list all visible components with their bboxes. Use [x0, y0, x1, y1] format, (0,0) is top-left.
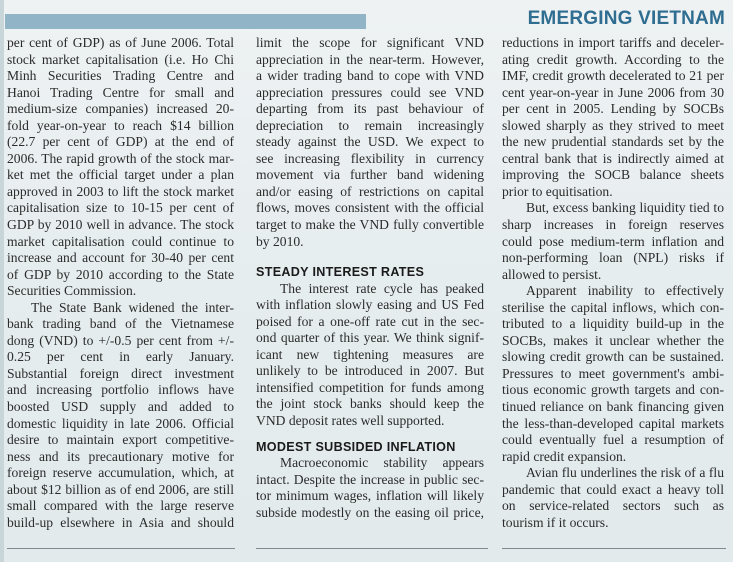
column-2: [256, 35, 484, 521]
text-line: the less-than-developed capital markets: [502, 415, 724, 431]
text-line: fold year-on-year to reach $14 billion: [7, 117, 234, 133]
text-line: rapid credit expansion.: [502, 448, 627, 464]
text-line: on service-related sectors such as: [502, 498, 724, 514]
text-line: sterilise the capital inflows, which con-: [502, 299, 724, 315]
text-line: ating credit growth. According to the: [502, 51, 724, 67]
text-line: subside modestly on the easing oil price,: [256, 504, 484, 520]
text-line: target to make the VND fully convertible: [256, 217, 484, 233]
text-line: non-performing loan (NPL) risks if: [502, 250, 724, 266]
text-line: Hanoi Trading Centre for small and: [7, 84, 234, 100]
text-line: But, excess banking liquidity tied to: [526, 200, 724, 216]
column-1: [7, 35, 234, 531]
text-line: movement via further band widening: [256, 167, 484, 183]
text-line: Avian flu underlines the risk of a flu: [526, 465, 724, 481]
text-line: bank trading band of the Vietnamese: [7, 316, 234, 332]
text-line: of GDP by 2010 according to the State: [7, 266, 234, 282]
text-line: limit the scope for significant VND: [256, 35, 484, 50]
text-line: could eventually fuel a resumption of: [502, 432, 724, 448]
text-line: intensified competition for funds among: [256, 379, 484, 395]
text-line: allowed to persist.: [502, 266, 602, 282]
text-line: see increasing flexibility in currency: [256, 150, 484, 166]
text-line: build-up elsewhere in Asia and should: [7, 514, 234, 530]
text-line: Minh Securities Trading Centre and: [7, 68, 234, 84]
text-line: and/or easing of restrictions on capital: [256, 183, 484, 199]
spacer: [256, 430, 484, 439]
text-line: departing from its past behaviour of: [256, 101, 484, 117]
column-rule: [502, 548, 726, 549]
text-line: tourism if it occurs.: [502, 514, 609, 530]
text-line: dong (VND) to +/-0.5 per cent from +/-: [7, 332, 234, 348]
text-line: The interest rate cycle has peaked: [280, 280, 484, 296]
text-line: by 2010.: [256, 233, 304, 249]
heading-steady-interest-rates: STEADY INTEREST RATES: [256, 265, 425, 280]
text-line: per cent of GDP) as of June 2006. Total: [7, 35, 234, 50]
text-line: Substantial foreign direct investment: [7, 365, 234, 381]
header-band: [5, 14, 366, 29]
heading-modest-subsided-inflation: MODEST SUBSIDED INFLATION: [256, 439, 456, 454]
spacer: [256, 250, 484, 264]
text-line: the joint stock banks should keep the: [256, 396, 484, 412]
text-line: appreciation in the near-term. However,: [256, 51, 484, 67]
text-line: medium-size companies) increased 20-: [7, 101, 234, 117]
text-line: SOCBs, makes it unclear whether the: [502, 332, 724, 348]
text-line: 0.25 per cent in early January.: [7, 349, 234, 365]
text-line: tributed to a liquidity build-up in the: [502, 316, 724, 332]
text-line: tious economic growth targets and con-: [502, 382, 724, 398]
text-line: the new prudential standards set by the: [502, 134, 724, 150]
text-line: slowed sharply as they strived to meet: [502, 117, 724, 133]
text-line: pandemic that could exact a heavy toll: [502, 481, 724, 497]
page-edge: [0, 0, 4, 562]
text-line: ond quarter of this year. We think signif-: [256, 330, 484, 346]
text-line: reductions in import tariffs and deceler-: [502, 35, 724, 50]
text-line: steady against the USD. We expect to: [256, 134, 484, 150]
text-line: 2006. The rapid growth of the stock mar-: [7, 150, 234, 166]
text-line: capitalisation size to 10-15 per cent of: [7, 200, 234, 216]
text-line: prior to equitisation.: [502, 183, 613, 199]
text-line: desire to maintain export competitive-: [7, 432, 234, 448]
text-line: central bank that is indirectly aimed at: [502, 150, 724, 166]
text-line: flows, moves consistent with the official: [256, 200, 484, 216]
text-line: icant new tightening measures are: [256, 346, 484, 362]
column-rule: [7, 548, 235, 549]
text-line: boosted USD supply and added to: [7, 399, 234, 415]
text-line: sharp increases in foreign reserves: [502, 217, 724, 233]
text-line: VND deposit rates well supported.: [256, 413, 445, 429]
text-line: intact. Despite the increase in public sec-: [256, 471, 484, 487]
text-line: approved in 2003 to lift the stock market: [7, 183, 234, 199]
text-line: with inflation slowly easing and US Fed: [256, 297, 484, 313]
text-line: foreign reserve accumulation, which, at: [7, 465, 234, 481]
text-line: poised for a one-off rate cut in the sec-: [256, 313, 484, 329]
text-line: slowing credit growth can be sustained.: [502, 349, 724, 365]
text-line: small compared with the large reserve: [7, 498, 234, 514]
text-line: could pose medium-term inflation and: [502, 233, 724, 249]
text-line: GDP by 2010 well in advance. The stock: [7, 217, 234, 233]
text-line: about $12 billion as of end 2006, are still: [7, 481, 234, 497]
text-line: per cent in 2005. Lending by SOCBs: [502, 101, 724, 117]
text-line: tinued reliance on bank financing given: [502, 399, 724, 415]
text-line: Pressures to meet government's ambi-: [502, 365, 724, 381]
text-line: IMF, credit growth decelerated to 21 per: [502, 68, 724, 84]
text-line: Apparent inability to effectively: [526, 283, 724, 299]
text-line: improving the SOCB balance sheets: [502, 167, 724, 183]
text-line: unlikely to be introduced in 2007. But: [256, 363, 484, 379]
text-line: market capitalisation could continue to: [7, 233, 234, 249]
text-line: (22.7 per cent of GDP) at the end of: [7, 134, 234, 150]
text-line: domestic liquidity in late 2006. Official: [7, 415, 234, 431]
text-line: a wider trading band to cope with VND: [256, 68, 484, 84]
text-line: increase and account for 30-40 per cent: [7, 250, 234, 266]
text-line: ness and its precautionary motive for: [7, 448, 234, 464]
column-3: [502, 35, 724, 531]
text-line: Securities Commission.: [7, 283, 137, 299]
text-line: stock market capitalisation (i.e. Ho Chi: [7, 51, 234, 67]
text-line: ket met the official target under a plan: [7, 167, 234, 183]
text-line: Macroeconomic stability appears: [280, 455, 484, 471]
section-title: EMERGING VIETNAM: [527, 8, 725, 29]
text-line: depreciation to remain increasingly: [256, 117, 484, 133]
text-line: and increasing portfolio inflows have: [7, 382, 234, 398]
text-line: appreciation pressures could see VND: [256, 84, 484, 100]
column-rule: [256, 548, 488, 549]
text-line: cent year-on-year in June 2006 from 30: [502, 84, 724, 100]
text-line: tor minimum wages, inflation will likely: [256, 488, 484, 504]
text-line: The State Bank widened the inter-: [31, 299, 234, 315]
